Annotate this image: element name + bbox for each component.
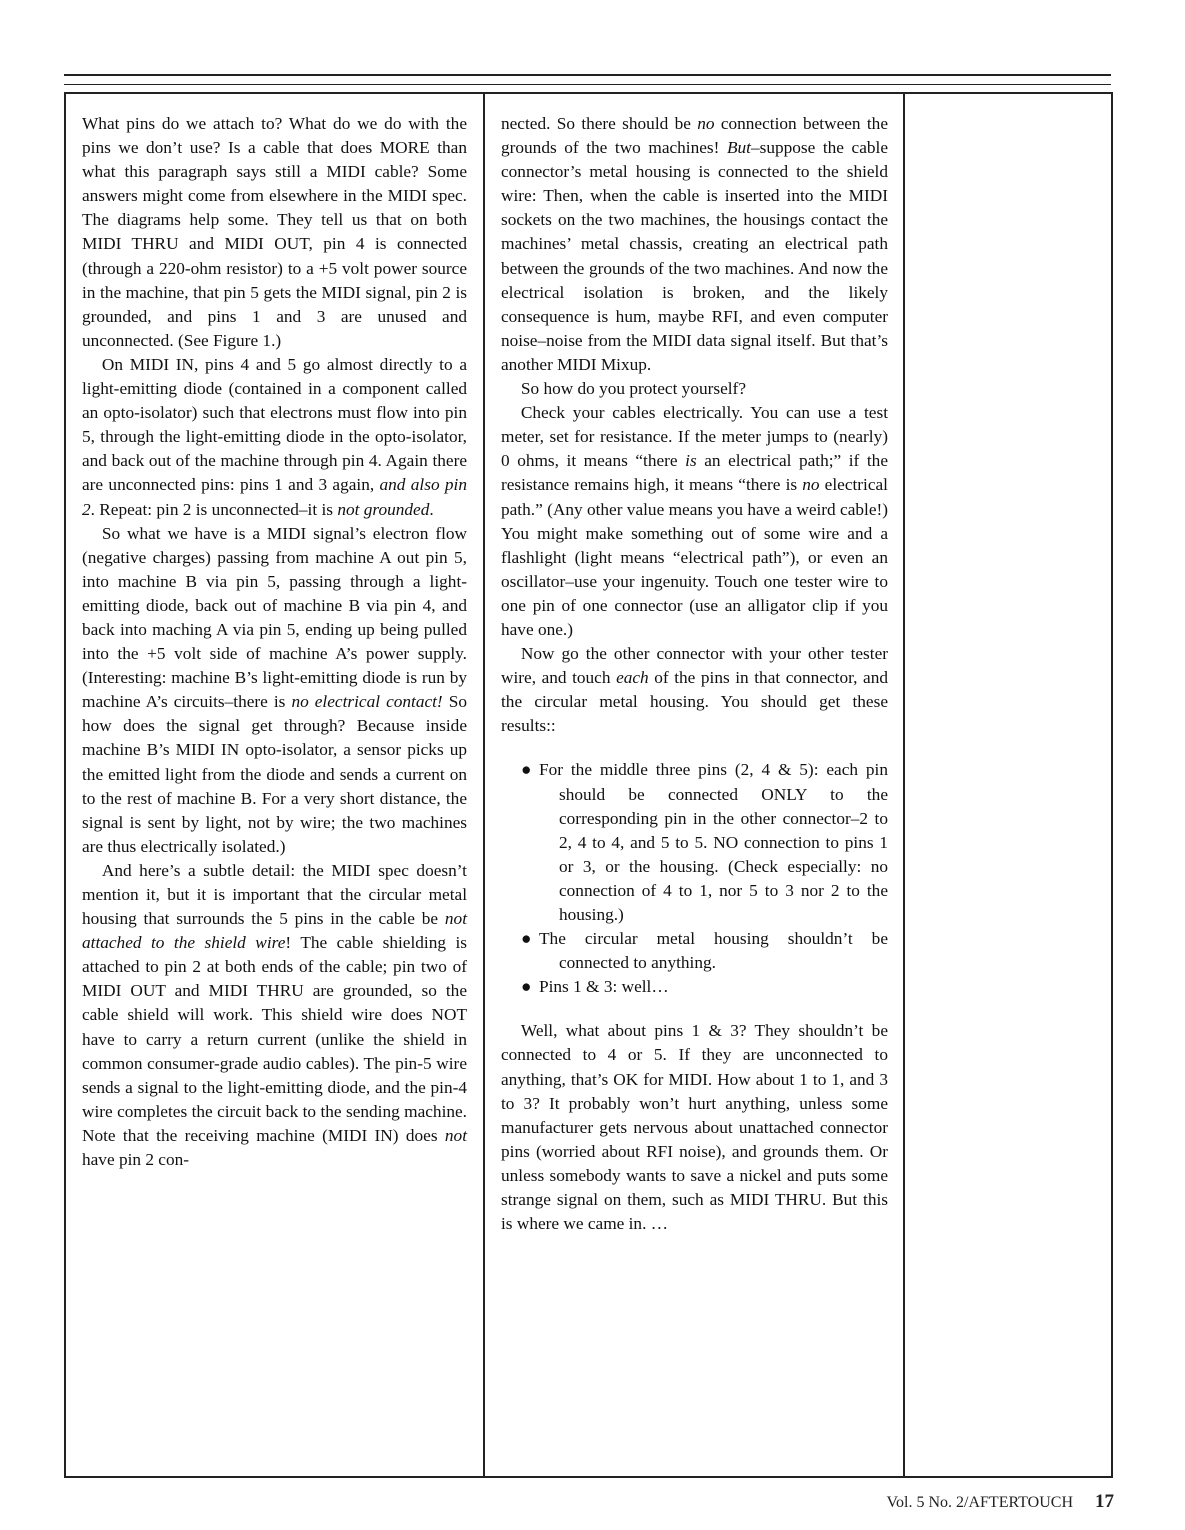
top-rule	[64, 74, 1111, 76]
column-divider-2	[903, 92, 905, 1478]
paragraph: What pins do we attach to? What do we do with the pins we don’t use? Is a cable that does MORE than what this paragraph says still a MIDI cable? Some answers might come from elsewhere in the MIDI spec. The diagrams help some. They tell us that on both MIDI THRU and MIDI OUT, pin 4 is connected (through a 220-ohm resistor) to a +5 volt power source in the machine, that pin 5 gets the MIDI signal, pin 2 is grounded, and pins 1 and 3 are unused and unconnected. (See Figure 1.)	[82, 114, 467, 350]
paragraph: nected. So there should be no connection between the grounds of the two machines! But–suppose the cable connector’s metal housing is connected to the shield wire: Then, when the cable is inserted into the MIDI sockets on the two machines, the housings contact the machines’ metal chassis, creating an electrical path between the grounds of the two machines. And now the electrical isolation is broken, and the likely consequence is hum, maybe RFI, and even computer noise–noise from the MIDI data signal itself. But that’s another MIDI Mixup.	[501, 114, 888, 374]
paragraph: Check your cables electrically. You can use a test meter, set for resistance. If the meter jumps to (nearly) 0 ohms, it means “there is an electrical path;” if the resistance remains high, it means “there is no electrical path.” (Any other value means you have a weird cable!) You might make something out of some wire and a flashlight (light means “electrical path”), or even an oscillator–use your ingenuity. Touch one tester wire to one pin of one connector (use an alligator clip if you have one.)	[501, 403, 888, 639]
column-left	[82, 112, 467, 1172]
list-item: ● For the middle three pins (2, 4 & 5): each pin should be connected ONLY to the corresponding pin in the other connector–2 to 2, 4 to 4, and 5 to 5. NO connection to pins 1 or 3, or the housing. (Check especially: no connection of 4 to 1, nor 5 to 3 nor 2 to the housing.)	[521, 760, 888, 924]
paragraph: And here’s a subtle detail: the MIDI spec doesn’t mention it, but it is important that the circular metal housing that surrounds the 5 pins in the cable be not attached to the shield wire! The cable shielding is attached to pin 2 at both ends of the cable; pin two of MIDI OUT and MIDI THRU are grounded, so the cable shield will work. This shield wire does NOT have to carry a return current (unlike the shield in common consumer-grade audio cables). The pin-5 wire sends a signal to the light-emitting diode, and the pin-4 wire completes the circuit back to the sending machine. Note that the receiving machine (MIDI IN) does not have pin 2 con-	[82, 860, 468, 1170]
results-list	[501, 758, 888, 999]
column-divider-1	[483, 92, 485, 1478]
running-title: Vol. 5 No. 2/AFTERTOUCH	[886, 1494, 1073, 1511]
bullet-icon: ●	[521, 760, 532, 780]
page-number: 17	[1095, 1491, 1114, 1512]
list-item: ● Pins 1 & 3: well…	[501, 975, 888, 999]
page-footer	[887, 1491, 1114, 1513]
paragraph: Well, what about pins 1 & 3? They shouldn’t be connected to 4 or 5. If they are unconnected to anything, that’s OK for MIDI. How about 1 to 1, and 3 to 3? It probably won’t hurt anything, unless some manufacturer gets nervous about unattached connector pins (worried about RFI noise), and grounds them. Or unless somebody wants to save a nickel and puts some strange signal on them, such as MIDI THRU. But this is where we came in. …	[501, 1021, 888, 1234]
paragraph: On MIDI IN, pins 4 and 5 go almost directly to a light-emitting diode (contained in a component called an opto-isolator) such that electrons must flow into pin 5, through the light-emitting diode in the opto-isolator, and back out of the machine through pin 4. Again there are unconnected pins: pins 1 and 3 again, and also pin 2. Repeat: pin 2 is unconnected–it is not grounded.	[82, 354, 467, 519]
list-item: ● The circular metal housing shouldn’t be connected to anything.	[521, 929, 888, 973]
paragraph: Now go the other connector with your other tester wire, and touch each of the pins in that connector, and the circular metal housing. You should get these results::	[501, 644, 888, 736]
bullet-icon: ●	[521, 929, 532, 949]
top-rule-thin	[64, 84, 1111, 85]
column-middle	[501, 112, 888, 1236]
paragraph: So what we have is a MIDI signal’s electron flow (negative charges) passing from machine A out pin 5, into machine B via pin 5, passing through a light-emitting diode, back out of machine B via pin 4, and back into maching A via pin 5, ending up being pulled into the +5 volt side of machine A’s power supply. (Interesting: machine B’s light-emitting diode is run by machine A’s circuits–there is no electrical contact! So how does the signal get through? Because inside machine B’s MIDI IN opto-isolator, a sensor picks up the emitted light from the diode and sends a current on to the rest of machine B. For a very short distance, the signal is sent by light, not by wire; the two machines are thus electrically isolated.)	[82, 523, 467, 856]
bullet-icon: ●	[521, 977, 532, 997]
paragraph: So how do you protect yourself?	[520, 379, 746, 399]
